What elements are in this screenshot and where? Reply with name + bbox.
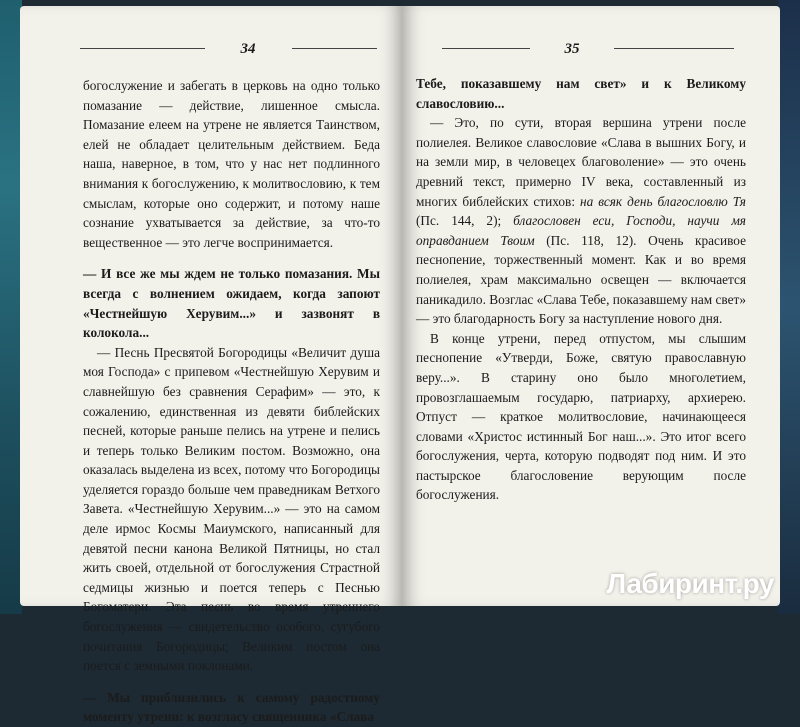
paragraph: — Песнь Пресвятой Богородицы «Величит душа моя Господа» с припевом «Честнейшую Херувим и славнейшую без сравнения Серафим» — это, к сожалению, единственная из девяти библейских песней, которые раньше пелись на утрене и пелись и теперь только Великим постом. Возможно, она оказалась выделена из всех, потому что Богородицы уделяется гораздо больше чем праведникам Ветхого Завета. «Честнейшую Херувим...» — это на самом деле ирмос Космы Маиумского, написанный для девятой песни канона Великой Пятницы, но стал жить своей, отдельной от богослужения Страстной седмицы жизнью и поется теперь с Песнью Богоматери. Эта песнь во время утреннего богослужения — свидетельство особого, сугубого почитания Богородицы; Великим постом она поется с земными поклонами. — [83, 344, 380, 674]
paragraph: богослужение и забегать в церковь на одно только помазание — действие, лишенное смысла. Помазание елеем на утрене не является Таинством, елей не обладает целительным действием. Беда наша, наверное, в том, что у нас нет подлинного внимания к богослужению, к молитвословию, к тем смыслам, которые оно содержит, и потому наше сознание ухватывается за действие, за что-то вещественное — это легче воспринимается. — [83, 78, 380, 250]
paragraph — [416, 113, 746, 329]
paragraph-text: (Пс. 118, 12). Очень красивое песнопение, торжественный момент. Как и во время полиелея, храм максимально освещен — включается паникадило. Возглас «Слава Тебе, показавшему нам свет» — это благодарность Богу за наступление нового дня. — [416, 232, 746, 327]
watermark-logo: Лабиринт.ру — [606, 568, 774, 599]
paragraph: В конце утрени, перед отпустом, мы слышим песнопение «Утверди, Боже, святую православную веру...». В старину оно было многолетием, провозглашаемым государю, патриарху, архиерею. Отпуст — краткое молитвословие, начинающееся словами «Христос истинный Бог наш...». Это итог всего богослужения, черта, которую подводят под ним. И это пастырское благословение верующим после богослужения. — [416, 330, 746, 503]
right-page — [402, 6, 780, 606]
interviewer-question: — И все же мы ждем не только помазания. Мы всегда с волнением ожидаем, когда запоют «Честнейшую Херувим...» и зазвонят в колокола... — [83, 266, 380, 341]
background-right-edge — [778, 0, 800, 614]
paragraph-text: — Это, по сути, вторая вершина утрени после полиелея. Великое славословие «Слава в вышних Богу, и на земли мир, в человецех благоволение» — это очень древний текст, примерно IV века, составленный из многих библейских стихов: — [416, 115, 746, 209]
left-page-text — [83, 76, 380, 727]
interviewer-question: Тебе, показавшему нам свет» и к Великому славословию... — [416, 76, 746, 111]
page-ornament-line — [614, 48, 734, 49]
page-ornament-line — [442, 48, 530, 49]
background-left-edge — [0, 0, 22, 614]
page-number-right: 35 — [564, 41, 580, 57]
left-page — [20, 6, 402, 725]
page-ornament-line — [80, 48, 205, 49]
paragraph-text: (Пс. 144, 2); — [416, 213, 514, 229]
page-ornament-line — [292, 48, 377, 49]
psalm-quote: благословен еси, Господи, научи мя оправданием Твоим — [416, 213, 746, 248]
interviewer-question: — Мы приблизились к самому радостному моменту утрени: к возгласу священника «Слава — [83, 689, 380, 725]
psalm-quote: на всяк день благословлю Тя — [580, 193, 746, 209]
right-page-text — [416, 74, 746, 505]
page-number-left: 34 — [240, 41, 256, 57]
